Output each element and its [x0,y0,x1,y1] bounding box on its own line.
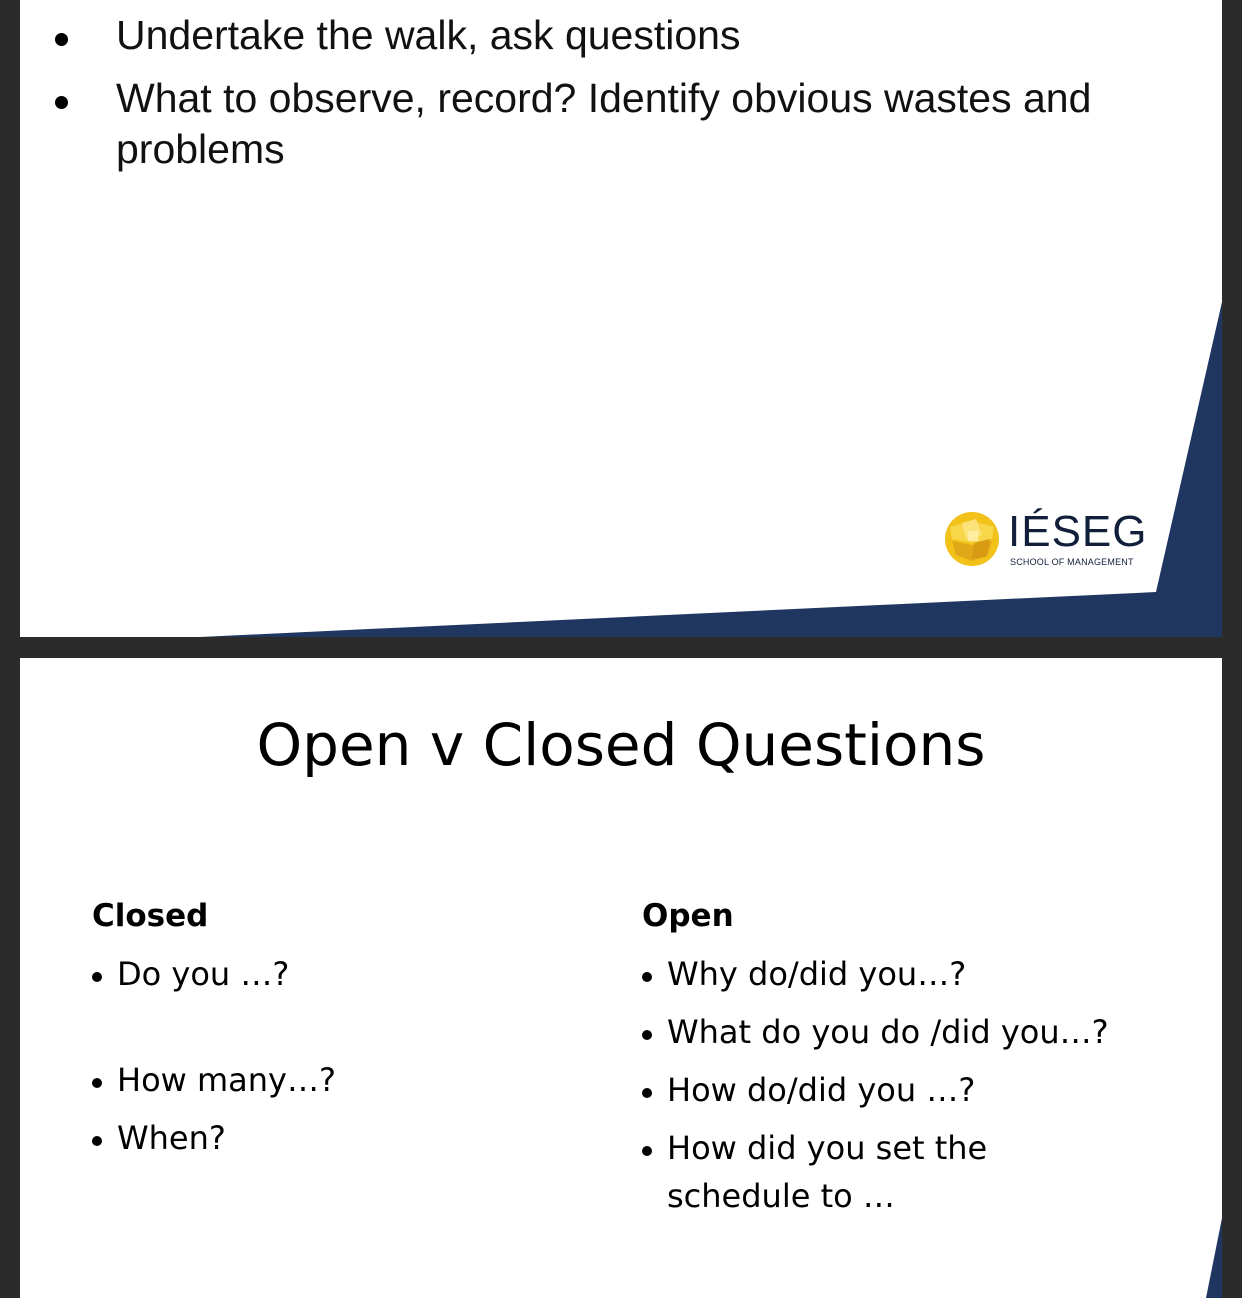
list-item [20,73,1140,175]
open-questions-list [570,950,1190,1230]
globe-icon [942,509,1004,569]
open-heading: Open [642,898,734,934]
bullet-text: What do you do /did you…? [667,1013,1109,1051]
bullet-icon [642,1088,652,1098]
bullet-text: Undertake the walk, ask questions [116,12,741,58]
list-item [20,1114,580,1162]
slide-1 [20,0,1222,637]
bullet-text: Why do/did you…? [667,955,967,993]
bullet-icon [92,972,102,982]
slide-1-bullet-list [20,10,1140,187]
bullet-icon [92,1078,102,1088]
bullet-icon [642,1146,652,1156]
list-item [20,1056,580,1104]
bullet-text: How did you set the schedule to … [667,1129,988,1215]
bullet-icon [92,1136,102,1146]
list-item [570,1066,1190,1114]
list-item [570,1124,1067,1220]
bullet-icon [642,1030,652,1040]
ieseg-logo [942,507,1148,570]
bullet-text: What to observe, record? Identify obvious wastes and problems [116,75,1092,172]
bullet-icon [55,96,68,109]
bullet-icon [55,33,68,46]
slide-title: Open v Closed Questions [256,711,986,779]
bullet-icon [642,972,652,982]
closed-heading: Closed [92,898,209,934]
logo-subtitle: SCHOOL OF MANAGEMENT [1010,557,1134,567]
closed-questions-list [20,950,580,1172]
bullet-text: Do you …? [117,955,290,993]
bullet-text: How do/did you …? [667,1071,976,1109]
list-item [570,1008,1190,1056]
logo-wordmark: IÉSEG [1008,507,1148,556]
list-item [20,950,580,998]
bullet-text: How many…? [117,1061,336,1099]
list-item [20,10,1140,61]
list-item [570,950,1190,998]
slide-2 [20,658,1222,1298]
bullet-text: When? [117,1119,226,1157]
